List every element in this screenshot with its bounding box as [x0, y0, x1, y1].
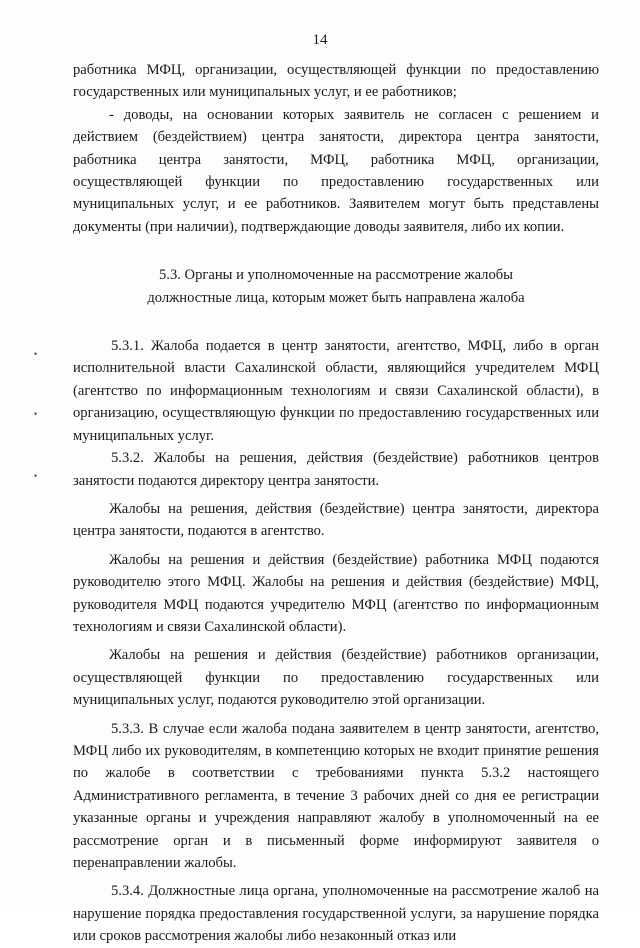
paragraph: - доводы, на основании которых заявитель не согласен с решением и действием (бездействием) центра занятости, директора центра занятости, работника центра занятости, МФЦ, работника МФЦ, организации, осуществляющей функции по предоставлению государственных или муниципальных услуг, и ее работников. Заявителем могут быть представлены документы (при наличии), подтверждающие доводы заявителя, либо их копии. — [73, 106, 599, 235]
document-body — [73, 59, 599, 948]
paragraph: работника МФЦ, организации, осуществляющей функции по предоставлению государственных или муниципальных услуг, и ее работников; — [73, 62, 599, 101]
paragraph: Жалобы на решения и действия (бездействие) работников организации, осуществляющей функции по предоставлению государственных или муниципальных услуг, подаются руководителю этой организации. — [73, 647, 599, 709]
page-number: 14 — [312, 32, 328, 48]
section-heading-line: должностные лица, которым может быть направлена жалоба — [147, 289, 525, 306]
paragraph: Жалобы на решения и действия (бездействие) работника МФЦ подаются руководителю этого МФЦ. Жалобы на решения и действия (бездействие) МФЦ, руководителя МФЦ подаются учредителю МФЦ (агентство по информационным технологиям и связи Сахалинской области). — [73, 551, 599, 635]
section-heading-line: 5.3. Органы и уполномоченные на рассмотрение жалобы — [159, 267, 513, 284]
scan-mark: • — [34, 409, 38, 419]
paragraph: 5.3.2. Жалобы на решения, действия (бездействие) работников центров занятости подаются директору центра занятости. — [73, 450, 599, 489]
paragraph: 5.3.1. Жалоба подается в центр занятости, агентство, МФЦ, либо в орган исполнительной власти Сахалинской области, являющийся учредителем МФЦ (агентство по информационным технологиям и связи Сахалинской области), в организацию, осуществляющую функции по предоставлению государственных или муниципальных услуг. — [73, 338, 599, 444]
scan-mark: • — [34, 349, 38, 359]
scan-mark: • — [34, 471, 38, 481]
paragraph: 5.3.4. Должностные лица органа, уполномоченные на рассмотрение жалоб на нарушение порядка предоставления государственной услуги, за нарушение порядка или сроков рассмотрения жалобы либо незаконный отказ или — [73, 883, 599, 945]
paragraph: Жалобы на решения, действия (бездействие) центра занятости, директора центра занятости, подаются в агентство. — [73, 500, 599, 540]
section-heading — [73, 264, 599, 309]
paragraph: 5.3.3. В случае если жалоба подана заявителем в центр занятости, агентство, МФЦ либо их руководителям, в компетенцию которых не входит принятие решения по жалобе в соответствии с требованиями пункта 5.3.2 настоящего Административного регламента, в течение 3 рабочих дней со дня ее регистрации указанные органы и учреждения направляют жалобу в уполномоченный на ее рассмотрение орган и в письменный форме информируют заявителя о перенаправлении жалобы. — [73, 720, 599, 871]
